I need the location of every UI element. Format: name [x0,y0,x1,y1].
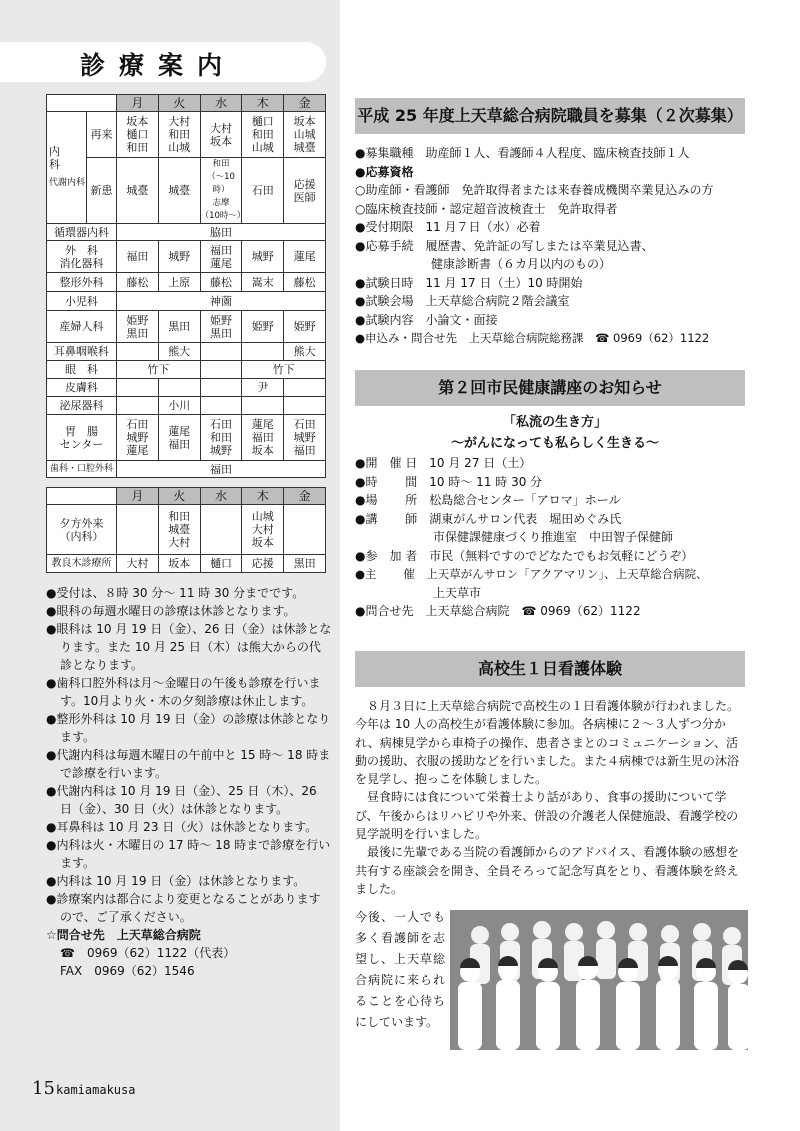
note-item: ●眼科は 10 月 19 日（金）、26 日（金）は休診となります。また 10 月 25 日（木）は熊大からの代診となります。 [46,622,332,672]
table-cell: 樋口 [200,555,242,573]
contact-label: ☆問合せ先 上天草総合病院 [46,928,201,942]
recruit-line: ●応募資格 [355,164,414,179]
table-cell: 和田 （～10時） 志摩 （10時～） [200,158,242,224]
day-header: 火 [158,488,200,505]
row-label: 胃 腸 センター [47,415,117,461]
recruit-line: ●試験会場 上天草総合病院２階会議室 [355,294,570,308]
table-cell: 姫野 [284,311,326,343]
day-header: 金 [284,488,326,505]
table-row [47,397,326,415]
table-row [47,379,326,397]
page-title: 診療案内 [80,51,237,80]
lecture-line: ●問合せ先 上天草総合病院 ☎ 0969（62）1122 [355,604,641,618]
row-label: 夕方外来 （内科） [47,505,117,555]
table-cell [200,505,242,555]
note-item: ●整形外科は 10 月 19 日（金）の診療は休診となります。 [46,712,331,744]
day-header: 火 [158,95,200,112]
row-label: 歯科・口腔外科 [47,461,117,478]
table-cell: 大村 坂本 [200,112,242,158]
table-row [47,505,326,555]
lecture-line: ●参 加 者 市民（無料ですのでどなたでもお気軽にどうぞ） [355,548,694,563]
table-row [47,461,326,478]
table-row [47,112,326,158]
nursing-closing: 今後、一人でも多く看護師を志望し、上天草総合病院に来られることを心待ちにしています。 [355,910,445,1029]
day-header: 月 [117,95,159,112]
table-cell: 城臺 [158,158,200,224]
table-cell: 福田 [117,241,159,273]
row-label: 耳鼻咽喉科 [47,343,117,361]
table-cell: 姫野 黒田 [117,311,159,343]
evening-schedule-table [46,487,326,573]
lecture-body [355,412,755,621]
table-cell: 黒田 [158,311,200,343]
recruit-line: 健康診断書（６カ月以内のもの） [431,257,612,271]
table-cell [242,343,284,361]
table-cell: 石田 城野 福田 [284,415,326,461]
day-header: 月 [117,488,159,505]
nursing-paragraph: 昼食時には食について栄養士より話があり、食事の援助について学び、午後からはリハビリや外来、併設の介護老人保健施設、看護学校の見学説明を行いました。 [355,790,739,842]
contact-tel: ☎ 0969（62）1122（代表） [60,946,236,960]
lecture-line: ●時 間 10 時～ 11 時 30 分 [355,474,543,489]
nursing-paragraph: 最後に先輩である当院の看護師からのアドバイス、看護体験の感想を共有する座談会を開き、全員そろって記念写真をとり、看護体験を終えました。 [355,845,740,896]
table-cell: 上原 [158,273,200,292]
recruit-line: ●募集職種 助産師１人、看護師４人程度、臨床検査技師１人 [355,146,690,160]
lecture-title: 「私流の生き方」 [502,415,607,430]
table-cell: 城野 [158,241,200,273]
table-cell [200,379,242,397]
day-header: 水 [200,488,242,505]
day-header: 木 [242,488,284,505]
table-row [47,241,326,273]
lecture-line: 上天草市 [433,585,482,600]
note-item: ●耳鼻科は 10 月 23 日（火）は休診となります。 [46,820,318,834]
table-cell: 蓮尾 福田 坂本 [242,415,284,461]
table-cell: 大村 [117,555,159,573]
recruit-line: ●申込み・問合せ先 上天草総合病院総務課 ☎ 0969（62）1122 [355,331,710,345]
table-cell: 福田 蓮尾 [200,241,242,273]
group-photo [450,910,748,1050]
lecture-line: ●主 催 上天草がんサロン「アクアマリン」、上天草総合病院、 [355,567,708,581]
recruit-line: ○臨床検査技師・認定超音波検査士 免許取得者 [355,201,618,216]
table-cell: 応援 [242,555,284,573]
table-cell [117,397,159,415]
recruit-line: ●受付期限 11 月７日（水）必着 [355,220,541,234]
note-item: ●内科は 10 月 19 日（金）は休診となります。 [46,874,306,888]
row-label: 循環器内科 [47,224,117,241]
table-cell [284,379,326,397]
dept-internal-label: 内科 [49,145,70,171]
nursing-article [355,697,747,898]
dept-internal-sub-label: 代謝内科 [49,178,86,188]
lecture-line: 市保健課健康づくり推進室 中田智子保健師 [433,530,674,544]
table-cell [284,505,326,555]
note-item: ●内科は火・木曜日の 17 時～ 18 時まで診療を行います。 [46,838,331,870]
table-cell: 城野 [242,241,284,273]
table-row [47,224,326,241]
row-label: 産婦人科 [47,311,117,343]
table-cell: 石田 和田 城野 [200,415,242,461]
page-brand: kamiamakusa [56,1083,136,1097]
row-label: 再来 [87,112,117,158]
row-label: 泌尿器科 [47,397,117,415]
recruit-body [355,144,755,348]
note-item: ●受付は、８時 30 分～ 11 時 30 分までです。 [46,586,305,600]
table-cell: 城臺 [117,158,159,224]
page-number: 15 [32,1078,55,1099]
group-photo-illustration [450,910,748,1050]
lecture-line: ●場 所 松島総合センター「アロマ」ホール [355,493,621,507]
lecture-line: ●講 師 湖東がんサロン代表 堀田めぐみ氏 [355,511,622,526]
table-cell: 竹下 [117,361,201,379]
table-row [47,555,326,573]
table-cell: 山城 大村 坂本 [242,505,284,555]
table-cell: 姫野 黒田 [200,311,242,343]
table-cell: 姫野 [242,311,284,343]
table-cell: 和田 城臺 大村 [158,505,200,555]
table-row [47,343,326,361]
table-cell: 神薗 [117,292,326,311]
table-cell [200,361,242,379]
clinic-notes [46,584,332,980]
nursing-heading: 高校生１日看護体験 [355,651,745,687]
row-label: 皮膚科 [47,379,117,397]
recruit-heading: 平成 25 年度上天草総合病院職員を募集（２次募集） [355,98,745,134]
row-label: 眼 科 [47,361,117,379]
table-cell [117,379,159,397]
table-cell: 坂本 [158,555,200,573]
table-row [47,292,326,311]
clinic-schedule-table [46,94,326,478]
table-cell: 竹下 [242,361,326,379]
table-cell [284,397,326,415]
table-cell: 蓮尾 福田 [158,415,200,461]
day-header: 水 [200,95,242,112]
lecture-subtitle: ～がんになっても私らしく生きる～ [450,436,659,451]
table-row [47,311,326,343]
recruit-line: ○助産師・看護師 免許取得者または来春養成機関卒業見込みの方 [355,183,714,197]
recruit-line: ●試験日時 11 月 17 日（土）10 時開始 [355,275,583,290]
table-cell: 脇田 [117,224,326,241]
table-cell: 大村 和田 山城 [158,112,200,158]
table-row [47,361,326,379]
table-row [47,273,326,292]
table-cell: 黒田 [284,555,326,573]
table-cell [200,397,242,415]
table-cell: 熊大 [158,343,200,361]
day-header: 金 [284,95,326,112]
note-item: ●歯科口腔外科は月～金曜日の午後も診療を行います。10月より火・木の夕刻診療は休止します。 [46,676,321,708]
table-cell: 応援 医師 [284,158,326,224]
table-cell: 藤松 [284,273,326,292]
note-item: ●眼科の毎週水曜日の診療は休診となります。 [46,604,296,618]
row-label: 教良木診療所 [47,555,117,573]
table-row [47,415,326,461]
recruit-line: ●応募手続 履歴書、免許証の写しまたは卒業見込書、 [355,238,654,253]
note-item: ●代謝内科は 10 月 19 日（金）、25 日（木）、26 日（金）、30 日（火）は休診となります。 [46,784,317,816]
contact-fax: FAX 0969（62）1546 [60,964,195,978]
table-cell: 石田 [242,158,284,224]
table-cell: 蓮尾 [284,241,326,273]
table-cell [200,343,242,361]
table-cell [242,397,284,415]
table-cell: 尹 [242,379,284,397]
lecture-heading: 第２回市民健康講座のお知らせ [355,370,745,406]
table-cell: 坂本 山城 城臺 [284,112,326,158]
table-cell [158,379,200,397]
row-label: 新患 [87,158,117,224]
table-row [47,158,326,224]
lecture-line: ●開 催 日 10 月 27 日（土） [355,456,532,470]
table-cell: 坂本 樋口 和田 [117,112,159,158]
table-cell [117,505,159,555]
row-label: 整形外科 [47,273,117,292]
dept-internal [47,112,87,224]
table-cell: 嵩末 [242,273,284,292]
table-cell [117,343,159,361]
table-cell: 熊大 [284,343,326,361]
nursing-paragraph: ８月３日に上天草総合病院で高校生の１日看護体験が行われました。今年は 10 人の高校生が看護体験に参加。各病棟に２～３人ずつ分かれ、病棟見学から車椅子の操作、患者さまとのコミュニケーション、活動の援助、衣服の援助などを行いました。また４病棟では新生児の沐浴を見学し、抱っこを体験しました。 [355,699,740,787]
recruit-line: ●試験内容 小論文・面接 [355,312,498,327]
table-header-row [47,95,326,112]
table-cell: 藤松 [117,273,159,292]
table-header-row [47,488,326,505]
note-item: ●代謝内科は毎週木曜日の午前中と 15 時～ 18 時まで診療を行います。 [46,748,331,780]
table-cell: 樋口 和田 山城 [242,112,284,158]
row-label: 小児科 [47,292,117,311]
day-header: 木 [242,95,284,112]
table-cell: 福田 [117,461,326,478]
table-cell: 石田 城野 蓮尾 [117,415,159,461]
table-cell: 藤松 [200,273,242,292]
table-cell: 小川 [158,397,200,415]
note-item: ●診療案内は都合により変更となることがありますので、ご了承ください。 [46,892,321,924]
row-label: 外 科 消化器科 [47,241,117,273]
